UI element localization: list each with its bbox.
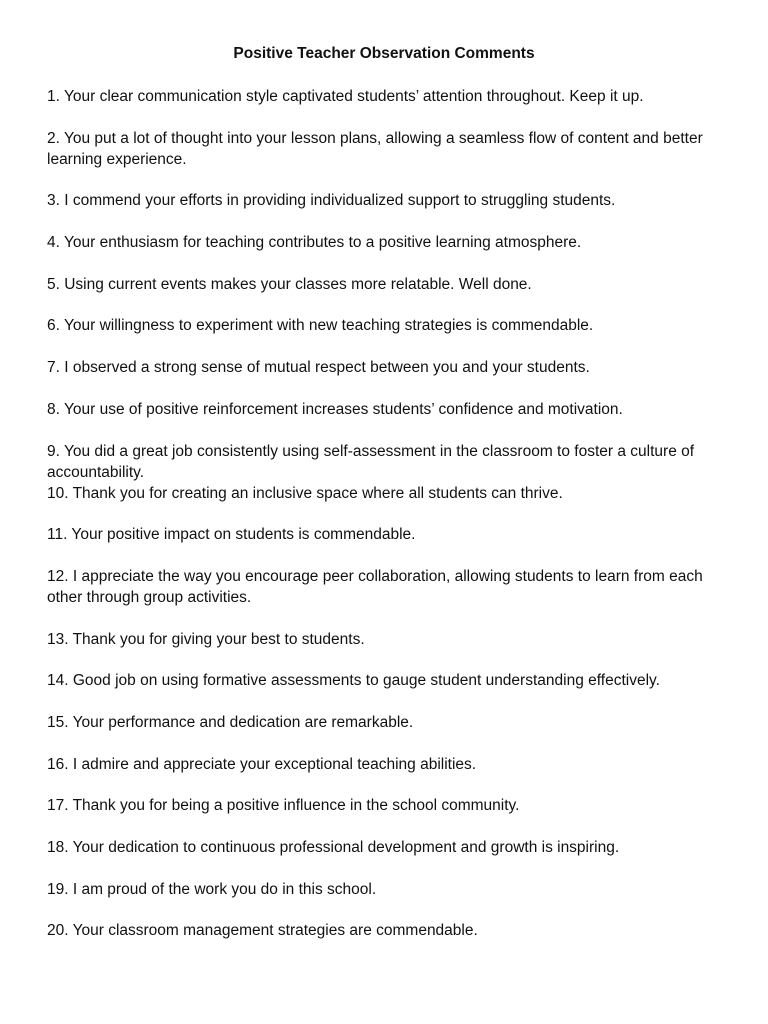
comment-item: 3. I commend your efforts in providing individualized support to struggling students. xyxy=(47,192,616,210)
comment-item: 19. I am proud of the work you do in this school. xyxy=(47,880,377,898)
document-title: Positive Teacher Observation Comments xyxy=(233,45,535,62)
comment-item: 12. I appreciate the way you encourage peer collaboration, allowing students to learn from each other through group activities. xyxy=(47,567,703,606)
comment-item: 11. Your positive impact on students is commendable. xyxy=(47,526,416,544)
comment-item: 5. Using current events makes your classes more relatable. Well done. xyxy=(47,275,532,293)
comment-item: 18. Your dedication to continuous professional development and growth is inspiring. xyxy=(47,839,620,856)
comment-item: 14. Good job on using formative assessments to gauge student understanding effectively. xyxy=(47,672,660,690)
comment-item: 20. Your classroom management strategies are commendable. xyxy=(47,922,478,940)
comment-item: 2. You put a lot of thought into your lesson plans, allowing a seamless flow of content and better learning experience. xyxy=(47,129,703,168)
comment-item: 10. Thank you for creating an inclusive space where all students can thrive. xyxy=(47,484,563,502)
comment-item: 1. Your clear communication style captivated students’ attention throughout. Keep it up. xyxy=(47,88,644,105)
comment-item: 16. I admire and appreciate your exceptional teaching abilities. xyxy=(47,755,477,773)
comments-list xyxy=(47,86,727,962)
comment-item: 15. Your performance and dedication are remarkable. xyxy=(47,713,414,731)
comment-item: 6. Your willingness to experiment with new teaching strategies is commendable. xyxy=(47,317,594,335)
comment-item: 7. I observed a strong sense of mutual respect between you and your students. xyxy=(47,359,590,377)
comment-item: 9. You did a great job consistently using self-assessment in the classroom to foster a culture of accountability. xyxy=(47,442,695,481)
comment-item: 8. Your use of positive reinforcement increases students’ confidence and motivation. xyxy=(47,400,623,418)
comment-item: 17. Thank you for being a positive influence in the school community. xyxy=(47,797,520,815)
comment-item: 4. Your enthusiasm for teaching contributes to a positive learning atmosphere. xyxy=(47,234,582,252)
comment-item: 13. Thank you for giving your best to students. xyxy=(47,630,365,648)
